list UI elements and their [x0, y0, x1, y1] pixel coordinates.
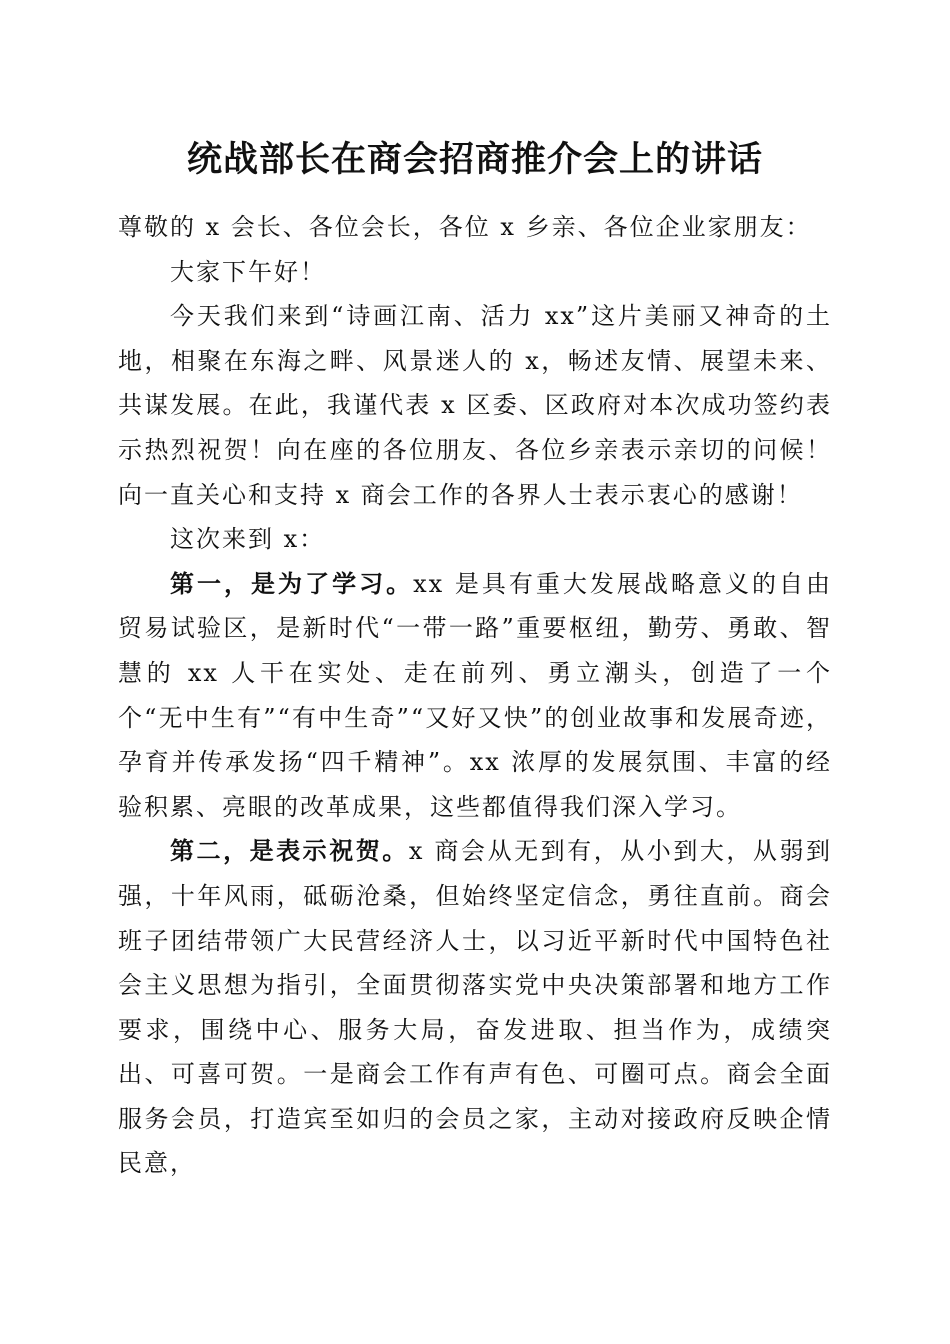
point-one-paragraph — [118, 562, 832, 830]
document-body — [118, 205, 832, 1186]
point-one-text: xx 是具有重大发展战略意义的自由贸易试验区，是新时代“一带一路”重要枢纽，勤劳、勇敢、智慧的 xx 人干在实处、走在前列、勇立潮头，创造了一个个“无中生有”“有中生奇”“又好又快”的创业故事和发展奇迹，孕育并传承发扬“四千精神”。xx 浓厚的发展氛围、丰富的经验积累、亮眼的改革成果，这些都值得我们深入学习。 — [118, 569, 833, 821]
purpose-paragraph: 这次来到 x： — [170, 525, 326, 554]
point-two-paragraph — [118, 829, 832, 1186]
point-two-lead: 第二，是表示祝贺。 — [170, 836, 409, 866]
document-title: 统战部长在商会招商推介会上的讲话 — [186, 139, 763, 180]
point-two-text: x 商会从无到有，从小到大，从弱到强，十年风雨，砥砺沧桑，但始终坚定信念，勇往直前。商会班子团结带领广大民营经济人士，以习近平新时代中国特色社会主义思想为指引，全面贯彻落实党中央决策部署和地方工作要求，围绕中心、服务大局，奋发进取、担当作为，成绩突出、可喜可贺。一是商会工作有声有色、可圈可点。商会全面服务会员，打造宾至如归的会员之家，主动对接政府反映企情民意， — [118, 837, 832, 1178]
greeting-paragraph: 大家下午好！ — [170, 257, 326, 286]
point-one-lead: 第一，是为了学习。 — [170, 568, 414, 598]
intro-paragraph: 今天我们来到“诗画江南、活力 xx”这片美丽又神奇的土地，相聚在东海之畔、风景迷人的 x，畅述友情、展望未来、共谋发展。在此，我谨代表 x 区委、区政府对本次成功签约表示热烈祝贺！向在座的各位朋友、各位乡亲表示亲切的问候！向一直关心和支持 x 商会工作的各界人士表示衷心的感谢！ — [118, 302, 832, 509]
salutation-paragraph: 尊敬的 x 会长、各位会长，各位 x 乡亲、各位企业家朋友： — [118, 213, 812, 241]
